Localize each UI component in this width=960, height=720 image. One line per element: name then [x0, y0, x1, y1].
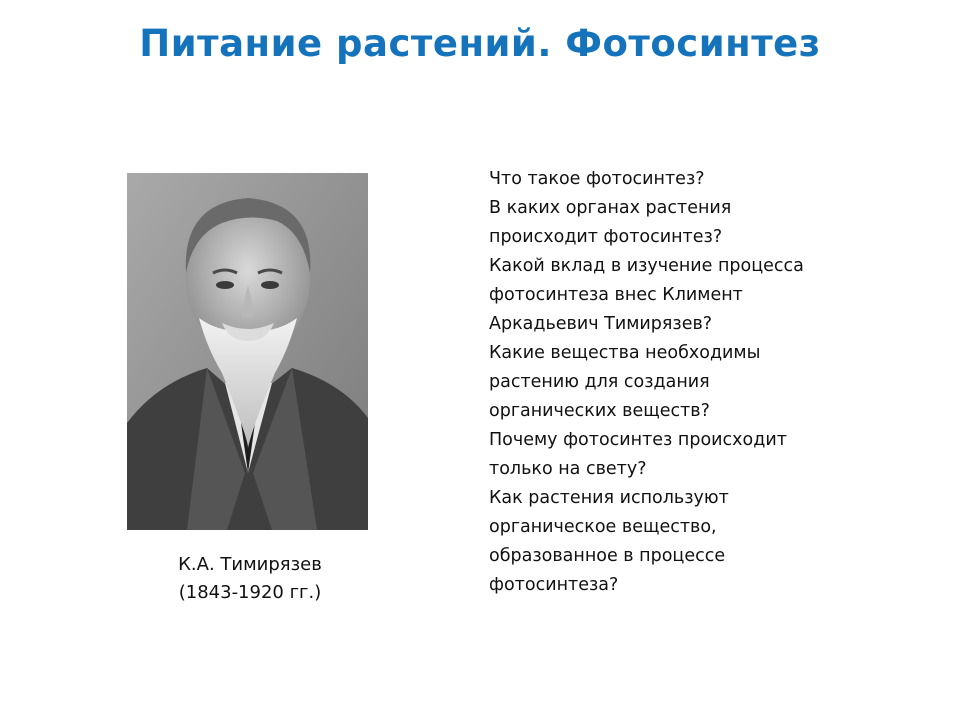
question-line: происходит фотосинтез?	[489, 227, 723, 247]
question-line: Какие вещества необходимы	[489, 343, 761, 363]
question-list	[489, 165, 909, 600]
question-line: Почему фотосинтез происходит	[489, 430, 787, 450]
question-line: фотосинтеза внес Климент	[489, 285, 743, 305]
slide-title: Питание растений. Фотосинтез	[139, 22, 821, 65]
question-line: фотосинтеза?	[489, 575, 619, 595]
question-line: Аркадьевич Тимирязев?	[489, 314, 713, 334]
caption-name: К.А. Тимирязев	[178, 554, 322, 575]
question-line: Какой вклад в изучение процесса	[489, 256, 804, 276]
caption-years: (1843-1920 гг.)	[178, 582, 322, 603]
question-line: В каких органах растения	[489, 198, 732, 218]
question-line: Как растения используют	[489, 488, 729, 508]
question-line: органическое вещество,	[489, 517, 717, 537]
question-line: органических веществ?	[489, 401, 710, 421]
portrait-caption	[130, 551, 370, 607]
question-line: растению для создания	[489, 372, 710, 392]
question-line: Что такое фотосинтез?	[489, 169, 705, 189]
portrait-photo	[127, 173, 368, 530]
portrait-photo-icon	[127, 173, 368, 530]
question-line: только на свету?	[489, 459, 647, 479]
question-line: образованное в процессе	[489, 546, 726, 566]
